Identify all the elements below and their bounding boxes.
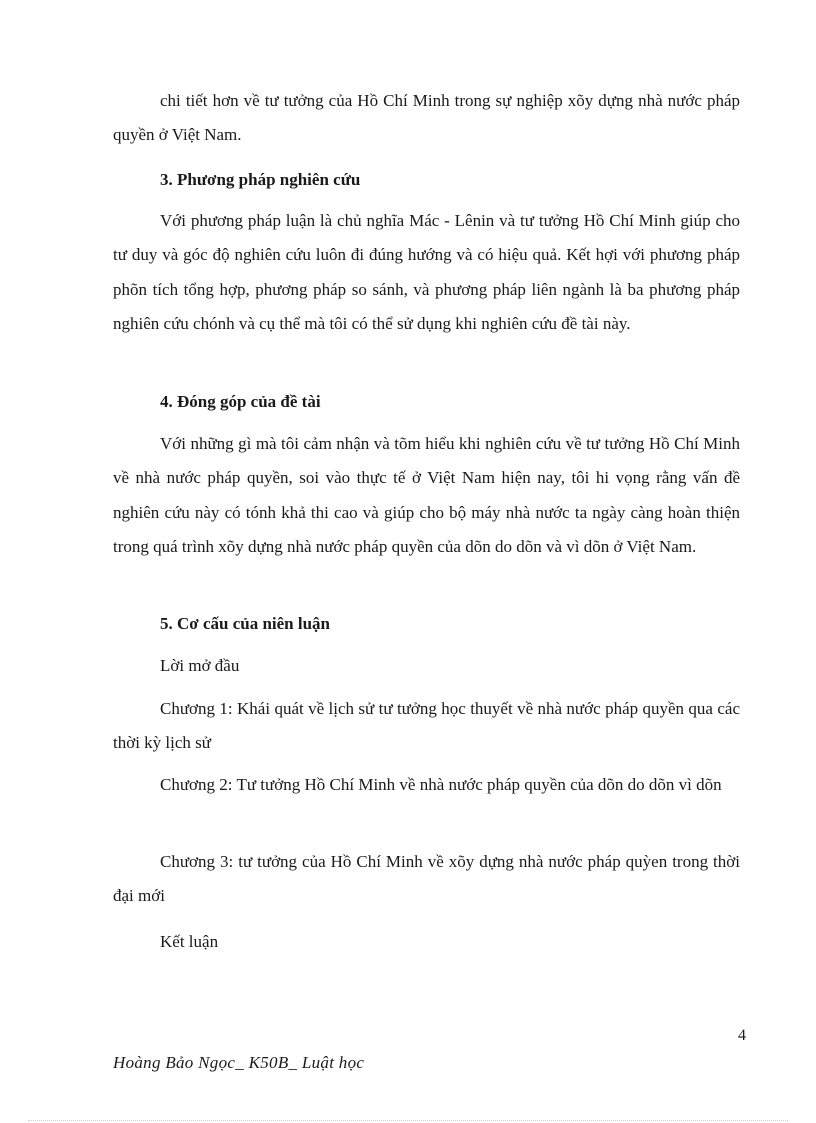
page-number: 4 [738, 1027, 746, 1044]
section-3-body: Với phương pháp luận là chủ nghĩa Mác - Lênin và tư tưởng Hồ Chí Minh giúp cho tư duy và góc độ nghiên cứu luôn đi đúng hướng và có hiệu quả. Kết hợi với phương pháp phõn tích tổng hợp, phương pháp so sánh, và phương pháp liên ngành là ba phương pháp nghiên cứu chónh và cụ thể mà tôi có thể sử dụng khi nghiên cứu đề tài này. [113, 211, 740, 334]
section-4-body: Với những gì mà tôi cảm nhận và tõm hiểu khi nghiên cứu về tư tưởng Hồ Chí Minh về nhà nước pháp quyền, soi vào thực tế ở Việt Nam hiện nay, tôi hi vọng rằng vấn đề nghiên cứu này có tónh khả thi cao và giúp cho bộ máy nhà nước ta ngày càng hoàn thiện trong quá trình xõy dựng nhà nước pháp quyền của dõn do dõn và vì dõn ở Việt Nam. [113, 434, 740, 557]
outline-item-chapter-1: Chương 1: Khái quát về lịch sử tư tưởng học thuyết về nhà nước pháp quyền qua các thời kỳ lịch sử [113, 699, 740, 753]
section-5-heading: 5. Cơ cấu của niên luận [160, 614, 330, 633]
outline-item-conclusion: Kết luận [160, 932, 219, 951]
footer-divider [28, 1120, 788, 1121]
intro-paragraph: chi tiết hơn về tư tưởng của Hồ Chí Minh trong sự nghiệp xõy dựng nhà nước pháp quyền ở Việt Nam. [113, 91, 740, 145]
footer-author: Hoàng Bảo Ngọc_ K50B_ Luật học [113, 1053, 365, 1072]
outline-item-chapter-3: Chương 3: tư tưởng của Hồ Chí Minh về xõy dựng nhà nước pháp quỳen trong thời đại mới [113, 852, 740, 906]
outline-item-preface: Lời mở đầu [160, 656, 240, 675]
outline-item-chapter-2: Chương 2: Tư tưởng Hồ Chí Minh về nhà nước pháp quyền của dõn do dõn vì dõn [160, 775, 722, 794]
section-3-heading: 3. Phương pháp nghiên cứu [160, 170, 361, 189]
section-4-heading: 4. Đóng góp của đề tài [160, 392, 321, 411]
